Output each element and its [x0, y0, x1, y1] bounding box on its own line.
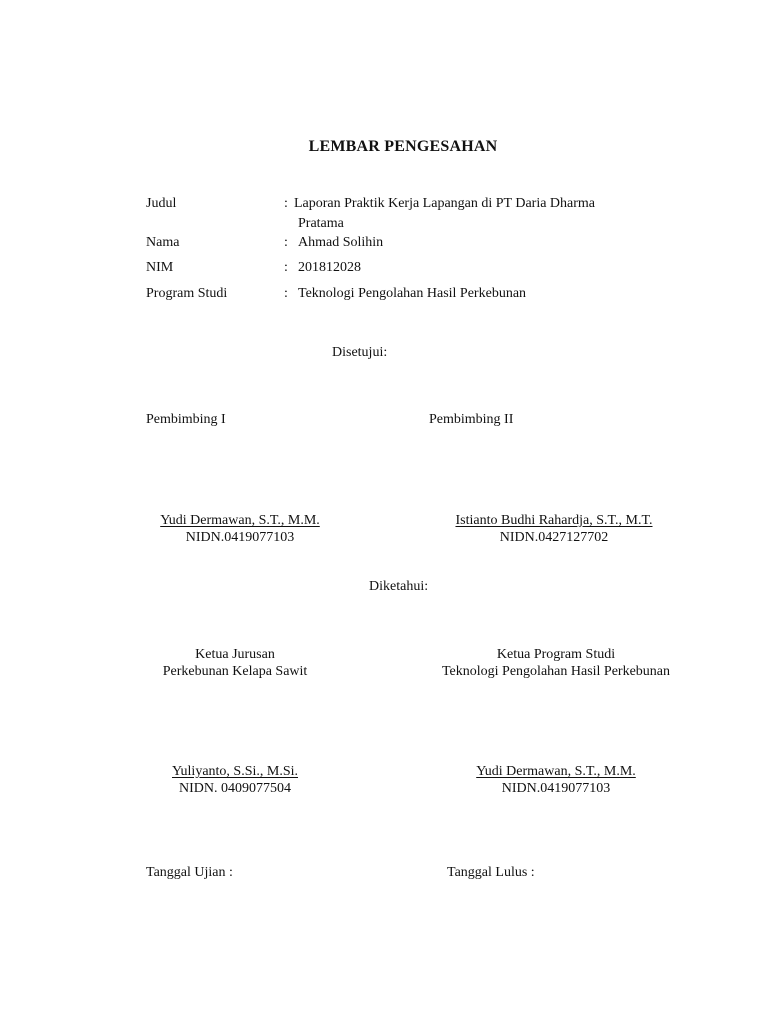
head-program-name: Yudi Dermawan, S.T., M.M.	[476, 764, 636, 779]
field-colon-program-studi: :	[284, 286, 288, 301]
field-value-judul: Laporan Praktik Kerja Lapangan di PT Daria Dharma	[294, 196, 596, 211]
supervisor-2-role: Pembimbing II	[429, 412, 514, 427]
supervisor-1-nidn: NIDN.0419077103	[185, 530, 295, 545]
known-heading: Diketahui:	[369, 579, 429, 594]
head-department-role-line2: Perkebunan Kelapa Sawit	[162, 664, 308, 679]
supervisor-2-nidn: NIDN.0427127702	[499, 530, 609, 545]
field-label-judul: Judul	[146, 196, 177, 211]
head-program-role-line2: Teknologi Pengolahan Hasil Perkebunan	[441, 664, 671, 679]
field-value-nim: 201812028	[298, 260, 361, 275]
approved-heading: Disetujui:	[332, 345, 388, 360]
supervisor-1-name: Yudi Dermawan, S.T., M.M.	[160, 513, 320, 528]
field-value-nama: Ahmad Solihin	[298, 235, 384, 250]
field-label-nama: Nama	[146, 235, 180, 250]
field-label-nim: NIM	[146, 260, 174, 275]
field-value-program-studi: Teknologi Pengolahan Hasil Perkebunan	[298, 286, 527, 301]
supervisor-1-role: Pembimbing I	[146, 412, 226, 427]
field-colon-nim: :	[284, 260, 288, 275]
exam-date-label: Tanggal Ujian :	[146, 865, 233, 880]
supervisor-2-name: Istianto Budhi Rahardja, S.T., M.T.	[455, 513, 653, 528]
head-department-role-line1: Ketua Jurusan	[195, 647, 275, 662]
page-title: LEMBAR PENGESAHAN	[308, 138, 498, 155]
field-label-program-studi: Program Studi	[146, 286, 228, 301]
head-program-nidn: NIDN.0419077103	[501, 781, 611, 796]
graduation-date-label: Tanggal Lulus :	[447, 865, 535, 880]
field-colon-judul: :	[284, 196, 288, 211]
field-colon-nama: :	[284, 235, 288, 250]
head-department-name: Yuliyanto, S.Si., M.Si.	[171, 764, 299, 779]
head-program-role-line1: Ketua Program Studi	[496, 647, 616, 662]
head-department-nidn: NIDN. 0409077504	[179, 781, 291, 796]
field-value-judul-continued: Pratama	[298, 216, 344, 231]
